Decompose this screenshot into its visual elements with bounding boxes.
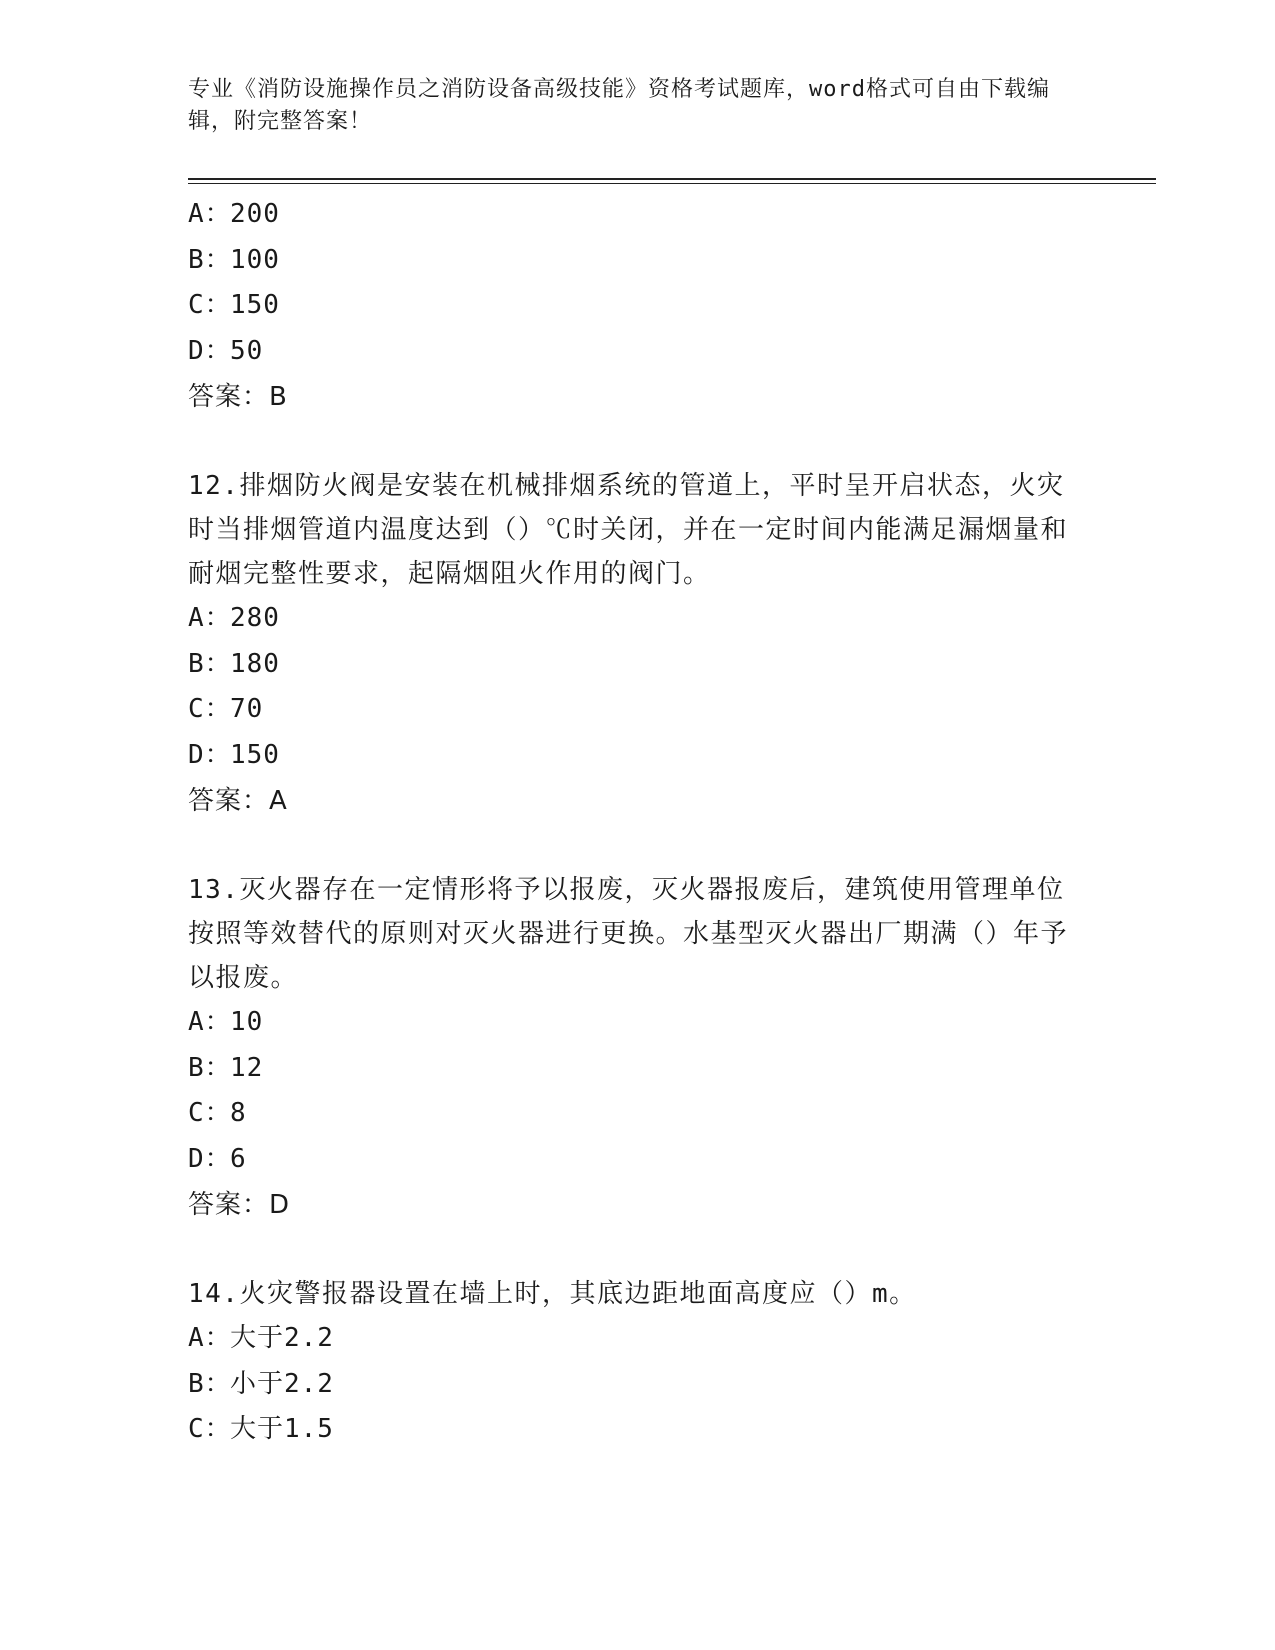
option-a: A：10 [188,1007,264,1037]
question-14 [188,1272,1088,1453]
answer-line: 答案：B [188,382,288,412]
question-12 [188,464,1088,824]
question-stem: 12.排烟防火阀是安装在机械排烟系统的管道上，平时呈开启状态，火灾时当排烟管道内温度达到（）℃时关闭，并在一定时间内能满足漏烟量和耐烟完整性要求，起隔烟阻火作用的阀门。 [188,471,1069,589]
question-stem: 14.火灾警报器设置在墙上时，其底边距地面高度应（）m。 [188,1279,917,1309]
answer-line: 答案：D [188,1190,291,1220]
option-d: D：50 [188,335,264,366]
option-c: C：150 [188,290,280,320]
option-c: C：70 [188,694,264,724]
option-c: C：大于1.5 [188,1414,334,1444]
option-a: A：大于2.2 [188,1323,334,1353]
question-13 [188,868,1088,1228]
option-b: B：180 [188,648,280,679]
option-b: B：100 [188,244,280,275]
question-stem: 13.灭火器存在一定情形将予以报废，灭火器报废后，建筑使用管理单位按照等效替代的原则对灭火器进行更换。水基型灭火器出厂期满（）年予以报废。 [188,875,1069,993]
option-d: D：150 [188,739,280,770]
option-a: A：200 [188,199,280,229]
question-11-tail [188,192,1088,420]
option-a: A：280 [188,603,280,633]
option-c: C：8 [188,1098,247,1128]
header-divider-thin [188,183,1156,184]
option-b: B：小于2.2 [188,1368,334,1399]
question-list [188,192,1088,1453]
document-header: 专业《消防设施操作员之消防设备高级技能》资格考试题库，word格式可自由下载编辑，附完整答案！ [188,77,1050,134]
answer-line: 答案：A [188,786,288,816]
header-divider-thick [188,178,1156,180]
option-b: B：12 [188,1052,264,1083]
option-d: D：6 [188,1143,247,1174]
